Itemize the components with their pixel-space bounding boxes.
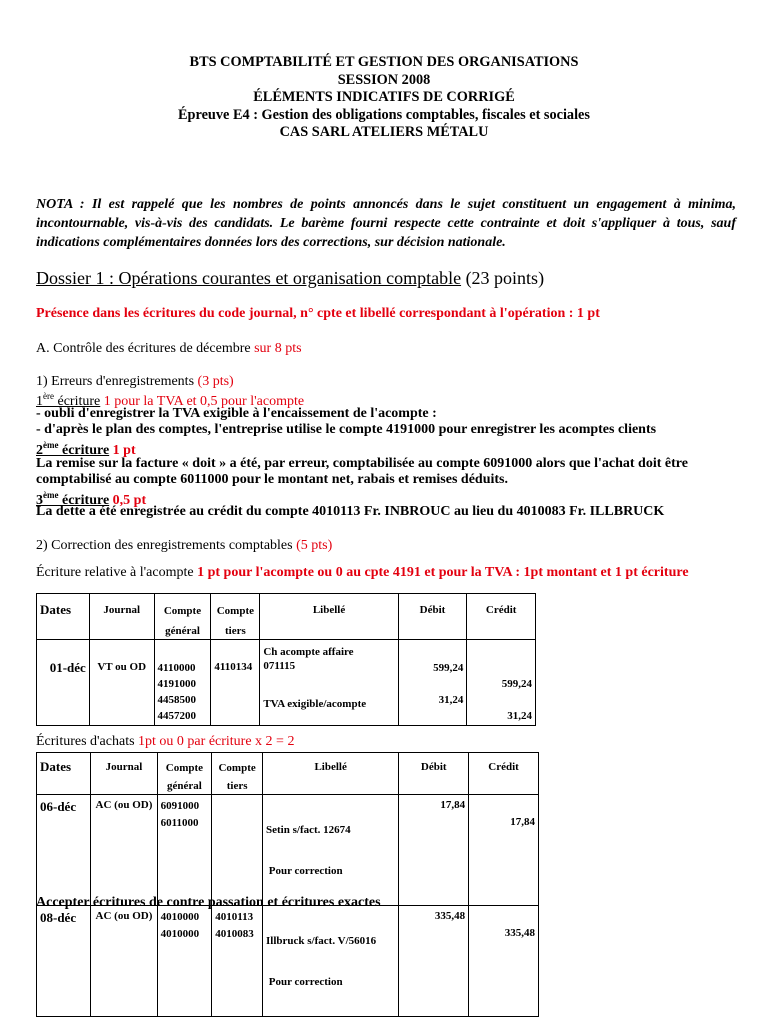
row-comptes: 4010000 4010000 [157,906,212,1017]
row-tiers [212,795,263,906]
correction-label: 2) Correction des enregistrements comptables [36,538,293,553]
header-libelle: Libellé [260,594,398,640]
row-debit: 335,48 [399,906,469,1017]
header-compte: Compte général [154,594,211,640]
ecriture-2-line-a: La remise sur la facture « doit » a été, par erreur, comptabilisée au compte 6091000 alors que l'achat doit être [36,456,688,471]
achats-points: 1pt ou 0 par écriture x 2 = 2 [138,734,295,749]
correction-heading [36,537,332,554]
row-comptes: 6091000 6011000 [157,795,212,906]
header-tiers: Compte tiers [211,594,260,640]
section-a-label: A. Contrôle des écritures de décembre [36,341,251,356]
achats-label: Écritures d'achats [36,734,135,749]
row-journal: AC (ou OD) [91,795,157,906]
header-credit: Crédit [467,594,536,640]
row-debit: 599,24 31,24 [398,640,467,726]
ecriture-2-points: 1 pt [112,443,136,458]
ecriture-2-line-b: comptabilisé au compte 6011000 pour le montant net, rabais et remises déduits. [36,472,508,487]
erreurs-points: (3 pts) [197,374,234,389]
header-line-4: Épreuve E4 : Gestion des obligations comptables, fiscales et sociales [178,106,590,123]
row-date: 06-déc [37,795,91,906]
row-credit: 599,24 31,24 [467,640,536,726]
row-libelle: Ch acompte affaire 071115 TVA exigible/acompte [260,640,398,726]
row-libelle: Illbruck s/fact. V/56016 Pour correction [263,906,399,1017]
correction-points: (5 pts) [296,538,333,553]
erreurs-label: 1) Erreurs d'enregistrements [36,374,195,389]
header-line-2: SESSION 2008 [337,71,431,88]
document-header [0,54,768,142]
table-achats [36,752,539,1017]
dossier-points: (23 points) [465,268,545,288]
dossier-title-text: Dossier 1 : Opérations courantes et organisation comptable [36,268,462,288]
header-credit: Crédit [469,753,539,795]
table-row [37,906,539,1017]
row-tiers: 4110134 [211,640,260,726]
row-date: 01-déc [37,640,90,726]
header-tiers: Compte tiers [212,753,263,795]
ecriture-1-label: 1ère écriture [36,391,101,409]
header-journal: Journal [89,594,154,640]
acompte-label: Écriture relative à l'acompte [36,565,194,580]
table-row [37,795,539,906]
nota-paragraph: NOTA : Il est rappelé que les nombres de points annoncés dans le sujet constituent un engagement à minima, incontournable, vis-à-vis des candidats. Le barème fourni respecte cette contrainte et doit s'appliquer à tous, sauf indications complémentaires données lors des corrections, sur décision nationale. [36,197,736,250]
row-credit: 335,48 [469,906,539,1017]
ecriture-1-line-a: - oubli d'enregistrer la TVA exigible à l'encaissement de l'acompte : [36,406,437,421]
presence-note: Présence dans les écritures du code journal, n° cpte et libellé correspondant à l'opération : 1 pt [36,306,600,321]
footer-note: Accepter écritures de contre passation et écritures exactes [36,895,381,910]
acompte-heading [36,564,689,581]
header-debit: Débit [399,753,469,795]
header-journal: Journal [91,753,157,795]
section-a-points: sur 8 pts [254,341,302,356]
ecriture-1-line-b: - d'après le plan des comptes, l'entreprise utilise le compte 4191000 pour enregistrer les acomptes clients [36,422,657,437]
row-debit: 17,84 [399,795,469,906]
acompte-points: 1 pt pour l'acompte ou 0 au cpte 4191 et pour la TVA : 1pt montant et 1 pt écriture [197,565,689,580]
header-debit: Débit [398,594,467,640]
header-line-1: BTS COMPTABILITÉ ET GESTION DES ORGANISATIONS [189,54,579,70]
ecriture-2-label: 2ème écriture [36,440,110,458]
header-compte: Compte général [157,753,212,795]
header-dates: Dates [37,594,90,640]
ecriture-3-line-a: La dette a été enregistrée au crédit du compte 4010113 Fr. INBROUC au lieu du 4010083 Fr. ILLBRUCK [36,504,665,519]
ecriture-1-points: 1 pour la TVA et 0,5 pour l'acompte [103,394,305,409]
table-row [37,640,536,726]
header-line-5: CAS SARL ATELIERS MÉTALU [279,124,489,140]
table-header-row [37,594,536,640]
ecriture-3-label: 3ème écriture [36,490,110,508]
ecriture-3-points: 0,5 pt [112,493,147,508]
row-journal: VT ou OD [89,640,154,726]
section-a [36,340,302,357]
row-journal: AC (ou OD) [91,906,157,1017]
row-credit: 17,84 [469,795,539,906]
table-header-row [37,753,539,795]
achats-heading [36,733,294,750]
dossier-title [36,268,544,289]
row-libelle: Setin s/fact. 12674 Pour correction [263,795,399,906]
row-date: 08-déc [37,906,91,1017]
row-tiers: 4010113 4010083 [212,906,263,1017]
table-acompte [36,593,536,726]
header-libelle: Libellé [263,753,399,795]
header-line-3: ÉLÉMENTS INDICATIFS DE CORRIGÉ [253,89,515,105]
row-comptes: 4110000 4191000 4458500 4457200 [154,640,211,726]
header-dates: Dates [37,753,91,795]
